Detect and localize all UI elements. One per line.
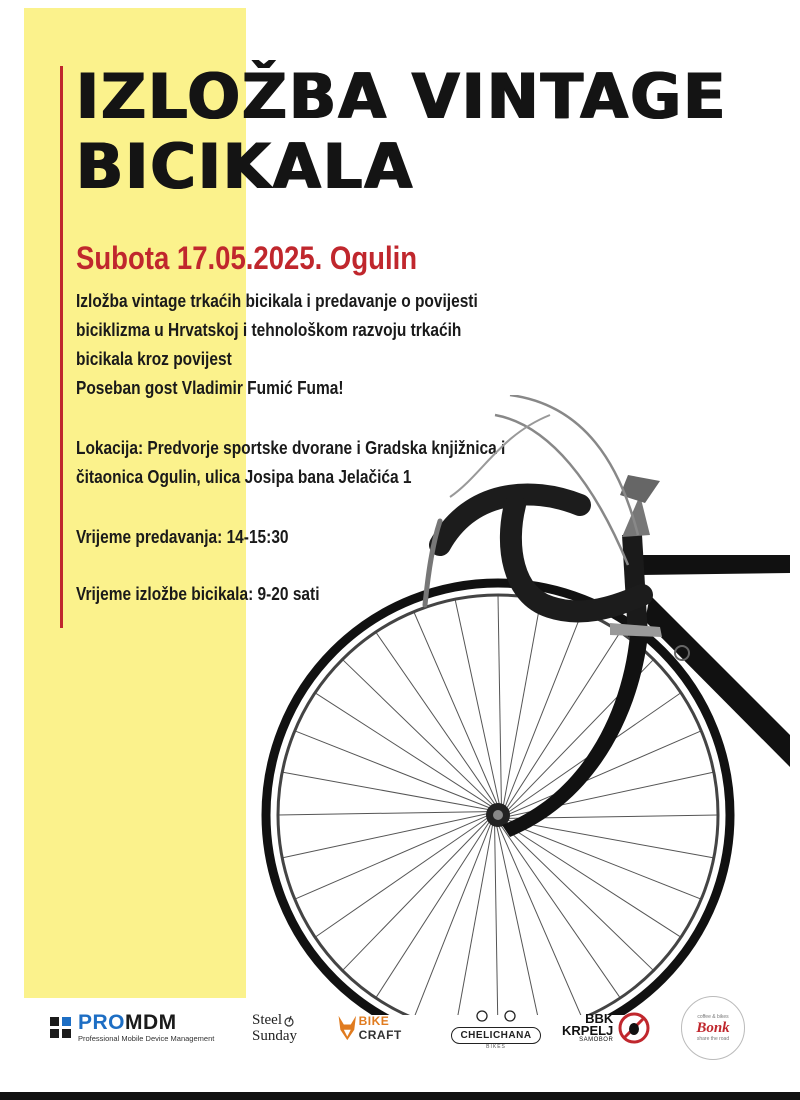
bike-craft-logo: [336, 990, 426, 1065]
promdm-pro: PRO: [78, 1011, 126, 1034]
bonk-logo: [680, 990, 746, 1065]
chelichana-logo: [454, 990, 538, 1065]
title-line-2: BICIKALA: [76, 130, 415, 203]
promdm-wordmark: [78, 1012, 214, 1034]
bonk-badge: [681, 996, 745, 1060]
bike-craft-bike: BIKE: [358, 1013, 390, 1028]
bbk-top: BBK: [585, 1010, 614, 1026]
lecture-time: Vrijeme predavanja: 14-15:30: [76, 527, 289, 547]
bbk-krpelj-logo: [562, 990, 662, 1065]
event-date-location: Subota 17.05.2025. Ogulin: [76, 240, 418, 276]
wheel-spoke: [342, 659, 493, 805]
sponsor-logos: [40, 990, 780, 1065]
vintage-bicycle-illustration: [250, 395, 790, 1015]
chelichana-sub: BIKES: [486, 1043, 506, 1050]
fox-head-icon: [336, 1010, 359, 1046]
wheel-spoke: [282, 772, 489, 810]
chelichana-name: CHELICHANA: [460, 1029, 532, 1041]
wheel-spoke: [500, 825, 620, 998]
description-line: bicikala kroz povijest: [76, 349, 232, 369]
bicycle-icon: [282, 1013, 296, 1027]
wheel-spoke: [496, 825, 540, 1015]
wheel-spoke: [295, 815, 488, 899]
promdm-tagline: Professional Mobile Device Management: [78, 1034, 215, 1043]
bonk-name: Bonk: [696, 1019, 730, 1036]
promdm-squares-icon: [50, 1017, 72, 1039]
wheel-spoke: [502, 824, 653, 970]
tick-crossed-icon: [617, 1011, 651, 1045]
wheel-spoke: [455, 824, 493, 1015]
wheel-spoke: [414, 822, 491, 1015]
red-vertical-rule: [60, 66, 63, 628]
bike-craft-craft: CRAFT: [358, 1027, 402, 1042]
title-line-1: IZLOŽBA VINTAGE: [76, 60, 728, 133]
bbk-name: KRPELJ: [562, 1022, 614, 1038]
promdm-logo: [50, 990, 240, 1065]
wheel-spoke: [503, 599, 541, 806]
promdm-mdm: MDM: [125, 1011, 177, 1034]
poster-title: [76, 62, 776, 202]
wheel-spoke: [507, 820, 714, 858]
location-line: Lokacija: Predvorje sportske dvorane i Gradska knjižnica i: [76, 438, 506, 458]
description-line: biciklizma u Hrvatskoj i tehnološkom razvoju trkaćih: [76, 320, 462, 340]
event-description: [76, 287, 478, 403]
bbk-sub: SAMOBOR: [579, 1036, 614, 1043]
wheel-spoke: [498, 825, 582, 1015]
wheel-spoke: [414, 612, 498, 805]
exhibition-time: Vrijeme izložbe bicikala: 9-20 sati: [76, 584, 320, 604]
bike-wheels-icon: [466, 1006, 526, 1022]
special-guest-line: Poseban gost Vladimir Fumić Fuma!: [76, 378, 344, 398]
bonk-bottom-text: share the road: [696, 1035, 730, 1042]
wheel-spoke: [342, 819, 488, 970]
steel-sunday-logo: [252, 990, 312, 1065]
description-line: Izložba vintage trkaćih bicikala i predavanje o povijesti: [76, 291, 478, 311]
wheel-spoke: [278, 812, 489, 815]
wheel-spoke: [495, 824, 498, 1015]
location-line: čitaonica Ogulin, ulica Josipa bana Jelačića 1: [76, 467, 412, 487]
bottom-border-bar: [0, 1092, 800, 1100]
wheel-spoke: [315, 817, 488, 937]
wheel-spoke: [376, 632, 496, 805]
wheel-spoke: [498, 595, 501, 806]
steel-sunday-line1: Steel: [252, 1011, 282, 1028]
bonk-top-text: coffee & bikes: [697, 1013, 729, 1020]
steel-sunday-line2: Sunday: [252, 1027, 297, 1044]
